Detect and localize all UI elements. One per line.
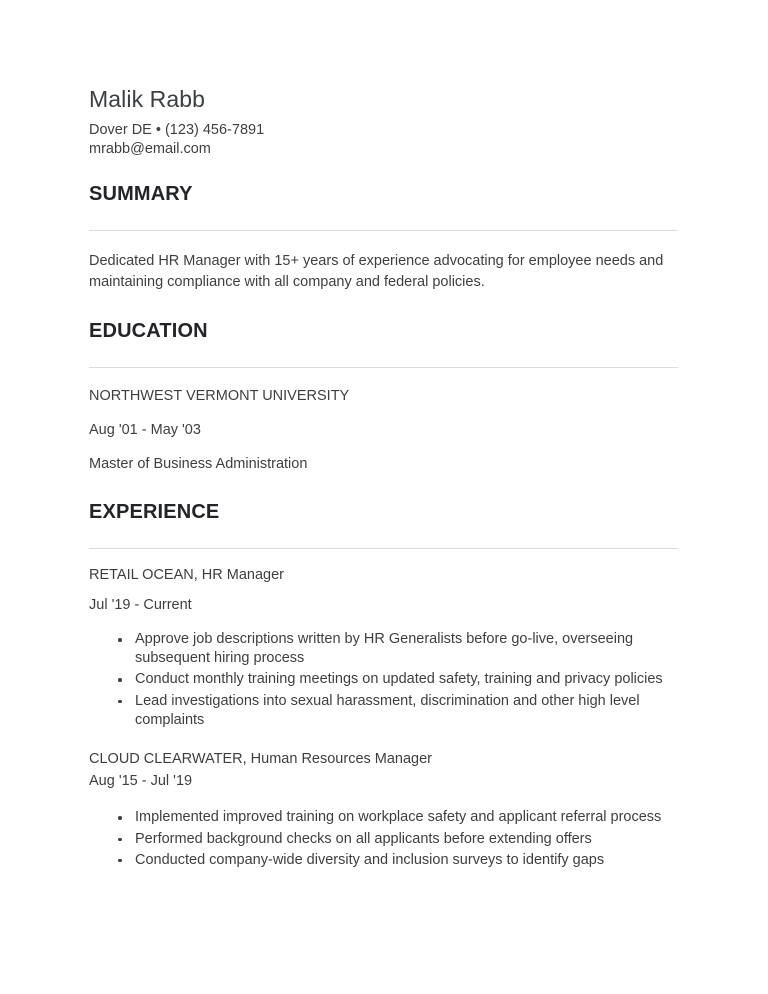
experience-bullet: Implemented improved training on workplace safety and applicant referral process (89, 808, 678, 827)
experience-bullet: Performed background checks on all applicants before extending offers (89, 830, 678, 849)
experience-bullet: Conducted company-wide diversity and inclusion surveys to identify gaps (89, 851, 678, 870)
experience-entry (89, 565, 678, 730)
experience-entry (89, 749, 678, 870)
candidate-name: Malik Rabb (89, 86, 206, 112)
resume-content (89, 86, 678, 870)
contact-location-phone: Dover DE • (123) 456-7891 (89, 121, 265, 138)
experience-bullet: Conduct monthly training meetings on updated safety, training and privacy policies (89, 670, 678, 689)
experience-bullet: Lead investigations into sexual harassment, discrimination and other high level complaints (89, 692, 678, 730)
education-heading: EDUCATION (89, 319, 208, 342)
education-dates: Aug '01 - May '03 (89, 422, 201, 439)
experience-bullet-list (89, 630, 678, 730)
education-section (89, 319, 678, 475)
summary-text: Dedicated HR Manager with 15+ years of experience advocating for employee needs and maintaining compliance with all company and federal policies. (89, 252, 664, 290)
experience-bullet: Approve job descriptions written by HR Generalists before go-live, overseeing subsequent hiring process (89, 630, 678, 668)
education-entry (89, 386, 678, 475)
experience-bullet-list (89, 808, 678, 869)
experience-dates: Aug '15 - Jul '19 (89, 773, 193, 790)
experience-title: RETAIL OCEAN, HR Manager (89, 566, 284, 583)
summary-heading: SUMMARY (89, 182, 193, 205)
experience-section (89, 500, 678, 870)
resume-header (89, 86, 678, 160)
education-degree: Master of Business Administration (89, 456, 308, 473)
experience-title: CLOUD CLEARWATER, Human Resources Manager (89, 750, 433, 767)
education-institution: NORTHWEST VERMONT UNIVERSITY (89, 387, 350, 404)
experience-dates: Jul '19 - Current (89, 596, 192, 613)
experience-heading: EXPERIENCE (89, 500, 220, 523)
contact-email: mrabb@email.com (89, 141, 211, 158)
summary-section (89, 182, 678, 293)
